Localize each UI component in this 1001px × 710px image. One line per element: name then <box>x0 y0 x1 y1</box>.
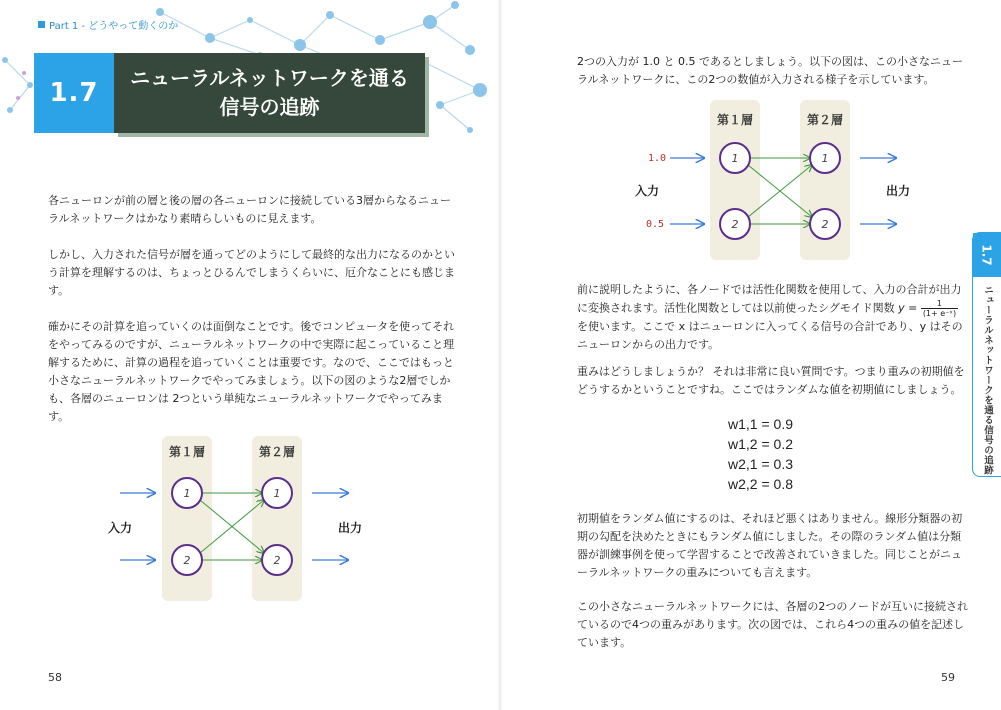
weight-w21: w2,1 = 0.3 <box>728 456 793 472</box>
section-title <box>34 53 425 133</box>
layer2-label-right: 第２層 <box>806 113 844 127</box>
input-value-1: 1.0 <box>648 153 667 164</box>
section-title-line2: 信号の追跡 <box>219 95 320 119</box>
layer1-label-right: 第１層 <box>716 113 754 127</box>
section-number: 1.7 <box>34 53 114 133</box>
paragraph-2: しかし、入力された信号が層を通ってどのようにして最終的な出力になるのかという計算を理解するのは、ちょっとひるんでしまうくらいに、厄介なことにも感じます。 <box>48 248 455 297</box>
paragraph-random: 初期値をランダム値にするのは、それほど悪くはありません。線形分類器の初期の勾配を決めたときにもランダム値にしました。その際のランダム値は分類器が訓練事例を使って学習することで改善されていきました。同じことがニューラルネットワークの重みについても言えます。 <box>577 512 963 579</box>
section-title-box <box>114 53 425 133</box>
sigmoid-fraction <box>921 299 958 318</box>
sigmoid-numerator: 1 <box>921 299 958 309</box>
node-l2-1-label: 1 <box>273 487 281 500</box>
activation-text-b: を使います。ここで x はニューロンに入ってくる信号の合計であり、y はそのニューロンからの出力です。 <box>577 320 963 351</box>
layer2-column <box>252 436 302 601</box>
sigmoid-denominator: (1+ e⁻ˣ) <box>922 309 957 318</box>
node-r-l2-2-label: 2 <box>821 218 829 231</box>
activation-text-a: 前に説明したように、各ノードでは活性化関数を使用して、入力の合計が出力に変換されます。活性化関数としては以前使ったシグモイド関数 <box>577 283 962 315</box>
network-diagram-right <box>635 100 930 265</box>
left-page <box>0 0 500 710</box>
layer2-label: 第２層 <box>258 445 296 459</box>
book-gutter <box>497 0 503 710</box>
paragraph-activation <box>577 281 972 354</box>
weights-list <box>728 414 793 494</box>
weight-w22: w2,2 = 0.8 <box>728 476 793 492</box>
paragraph-four-weights: この小さなニューラルネットワークには、各層の2つのノードが互いに接続されているので4つの重みがあります。次の図では、これら4つの重みの値を記述しています。 <box>577 600 969 649</box>
input-value-2: 0.5 <box>646 219 665 230</box>
network-diagram-left <box>100 436 400 606</box>
paragraph-weights: 重みはどうしましょうか？ それは非常に良い質問です。つまり重みの初期値をどうするかということですね。ここではランダムな値を初期値にしましょう。 <box>577 365 965 396</box>
output-label: 出力 <box>338 521 363 535</box>
input-label: 入力 <box>108 521 133 535</box>
chapter-side-tab <box>972 232 1001 477</box>
node-l1-1-label: 1 <box>183 487 191 500</box>
part-label-text: Part 1 - どうやって動くのか <box>49 21 179 32</box>
paragraph-3: 確かにその計算を追っていくのは面倒なことです。後でコンピュータを使ってそれをやってみるのですが、ニューラルネットワークの中で実際に起こっていること理解するために、計算の過程を追っていくことは重要です。なので、ここではもっと小さなニューラルネットワークでやってみましょう。以下の図のような2層でしかも、各層のニューロンは 2つという単純なニューラルネットワークでやってみます。 <box>48 320 455 423</box>
side-tab-number: 1.7 <box>979 244 994 266</box>
side-tab-number-box <box>973 233 1001 277</box>
weight-w12: w1,2 = 0.2 <box>728 436 793 452</box>
layer1-column <box>162 436 212 601</box>
node-l1-2-label: 2 <box>183 554 191 567</box>
page-number-left: 58 <box>48 671 62 684</box>
paragraph-1: 各ニューロンが前の層と後の層の各ニューロンに接続している3層からなるニューラルネットワークはかなり素晴らしいものに見えます。 <box>48 194 451 225</box>
part-label <box>38 17 178 32</box>
node-r-l1-1-label: 1 <box>731 152 739 165</box>
node-l2-2-label: 2 <box>273 554 281 567</box>
output-label-right: 出力 <box>886 184 911 198</box>
node-r-l1-2-label: 2 <box>731 218 739 231</box>
layer1-label: 第１層 <box>168 445 206 459</box>
node-r-l2-1-label: 1 <box>821 152 829 165</box>
input-label-right: 入力 <box>635 184 660 198</box>
side-tab-text: ニューラルネットワークを通る信号の追跡 <box>982 285 993 475</box>
weight-w11: w1,1 = 0.9 <box>728 416 793 432</box>
page-number-right: 59 <box>941 671 955 684</box>
part-square-icon <box>38 21 45 28</box>
section-title-line1: ニューラルネットワークを通る <box>130 66 409 90</box>
paragraph-intro: 2つの入力が 1.0 と 0.5 であるとしましょう。以下の図は、この小さなニューラルネットワークに、この2つの数値が入力される様子を示しています。 <box>577 55 963 86</box>
formula-y: y = <box>898 301 918 315</box>
